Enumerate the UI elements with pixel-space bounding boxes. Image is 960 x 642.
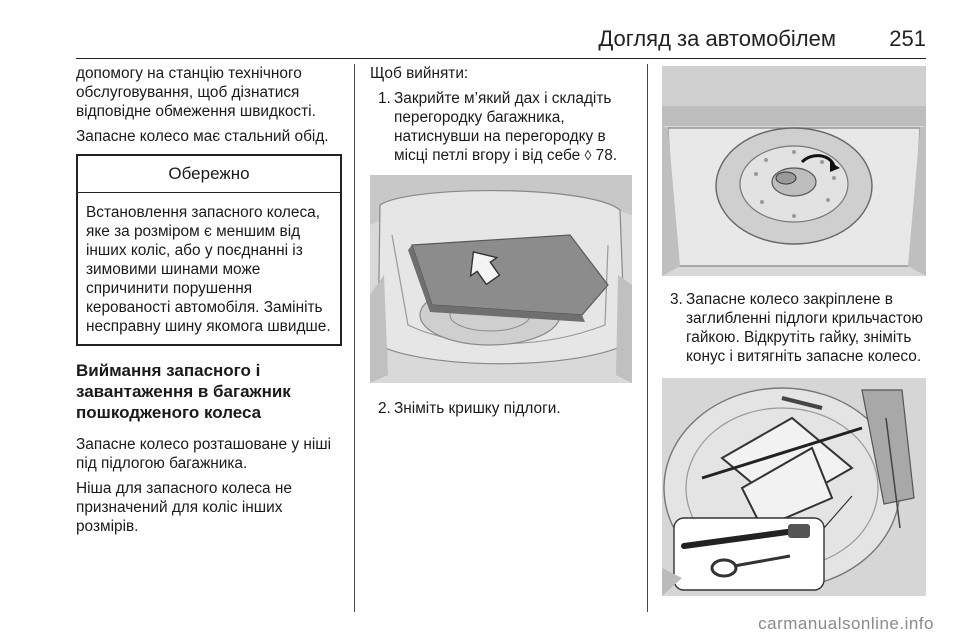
- step-1-number: 1.: [378, 90, 391, 107]
- step-3-number: 3.: [670, 291, 683, 308]
- caution-text: Встановлення запасного колеса, яке за розміром є меншим від інших коліс, або у поєднанні із зимовими шинами може спричинити порушення керованості автомобіля. Замініть несправну шину якомога швидше.: [86, 204, 331, 335]
- header-rule: [76, 58, 926, 59]
- caution-title: Обережно: [78, 156, 340, 193]
- watermark: carmanualsonline.info: [758, 614, 934, 633]
- steps-list-1: [370, 89, 635, 165]
- column-divider-right: [647, 64, 648, 612]
- column-left: [76, 64, 342, 542]
- steps-list-3: [662, 290, 926, 366]
- steps-list-2: [370, 399, 635, 418]
- step-1: [370, 89, 635, 165]
- step-2: [370, 399, 635, 418]
- trunk-floor-cover-illustration: [370, 175, 632, 383]
- page-header: [76, 26, 926, 56]
- column-divider-left: [354, 64, 355, 612]
- caution-box: [76, 154, 342, 346]
- step-3: [662, 290, 926, 366]
- step-3-text: Запасне колесо закріплене в заглибленні підлоги крильчастою гайкою. Відкрутіть гайку, зніміть конус і витягніть запасне колесо.: [686, 291, 923, 365]
- section-heading: Виймання запасного і завантаження в багажник пошкодженого колеса: [76, 361, 291, 422]
- page-number: 251: [889, 26, 926, 51]
- spare-location-paragraph: Запасне колесо розташоване у ніші під підлогою багажника.: [76, 436, 332, 472]
- remove-intro: Щоб вийняти:: [370, 65, 469, 82]
- spare-wheel-well-illustration: [662, 66, 926, 276]
- step-2-text: Зніміть кришку підлоги.: [394, 400, 561, 417]
- page-reference-icon: ◊: [584, 147, 592, 163]
- spare-wheel-tools-illustration: [662, 378, 926, 596]
- steel-rim-paragraph: Запасне колесо має стальний обід.: [76, 128, 329, 145]
- step-2-number: 2.: [378, 400, 391, 417]
- step-1-text: Закрийте м’який дах і складіть перегородку багажника, натиснувши на перегородку в місці петлі вгору і від себе: [394, 90, 612, 164]
- page-reference-link[interactable]: 78.: [595, 147, 618, 164]
- spare-niche-paragraph: Ніша для запасного колеса не призначений для коліс інших розмірів.: [76, 480, 292, 535]
- column-right: [662, 64, 926, 596]
- column-middle: [370, 64, 635, 418]
- chapter-title: Догляд за автомобілем: [598, 26, 836, 51]
- intro-paragraph: допомогу на станцію технічного обслуговування, щоб дізнатися відповідне обмеження швидкості.: [76, 65, 316, 120]
